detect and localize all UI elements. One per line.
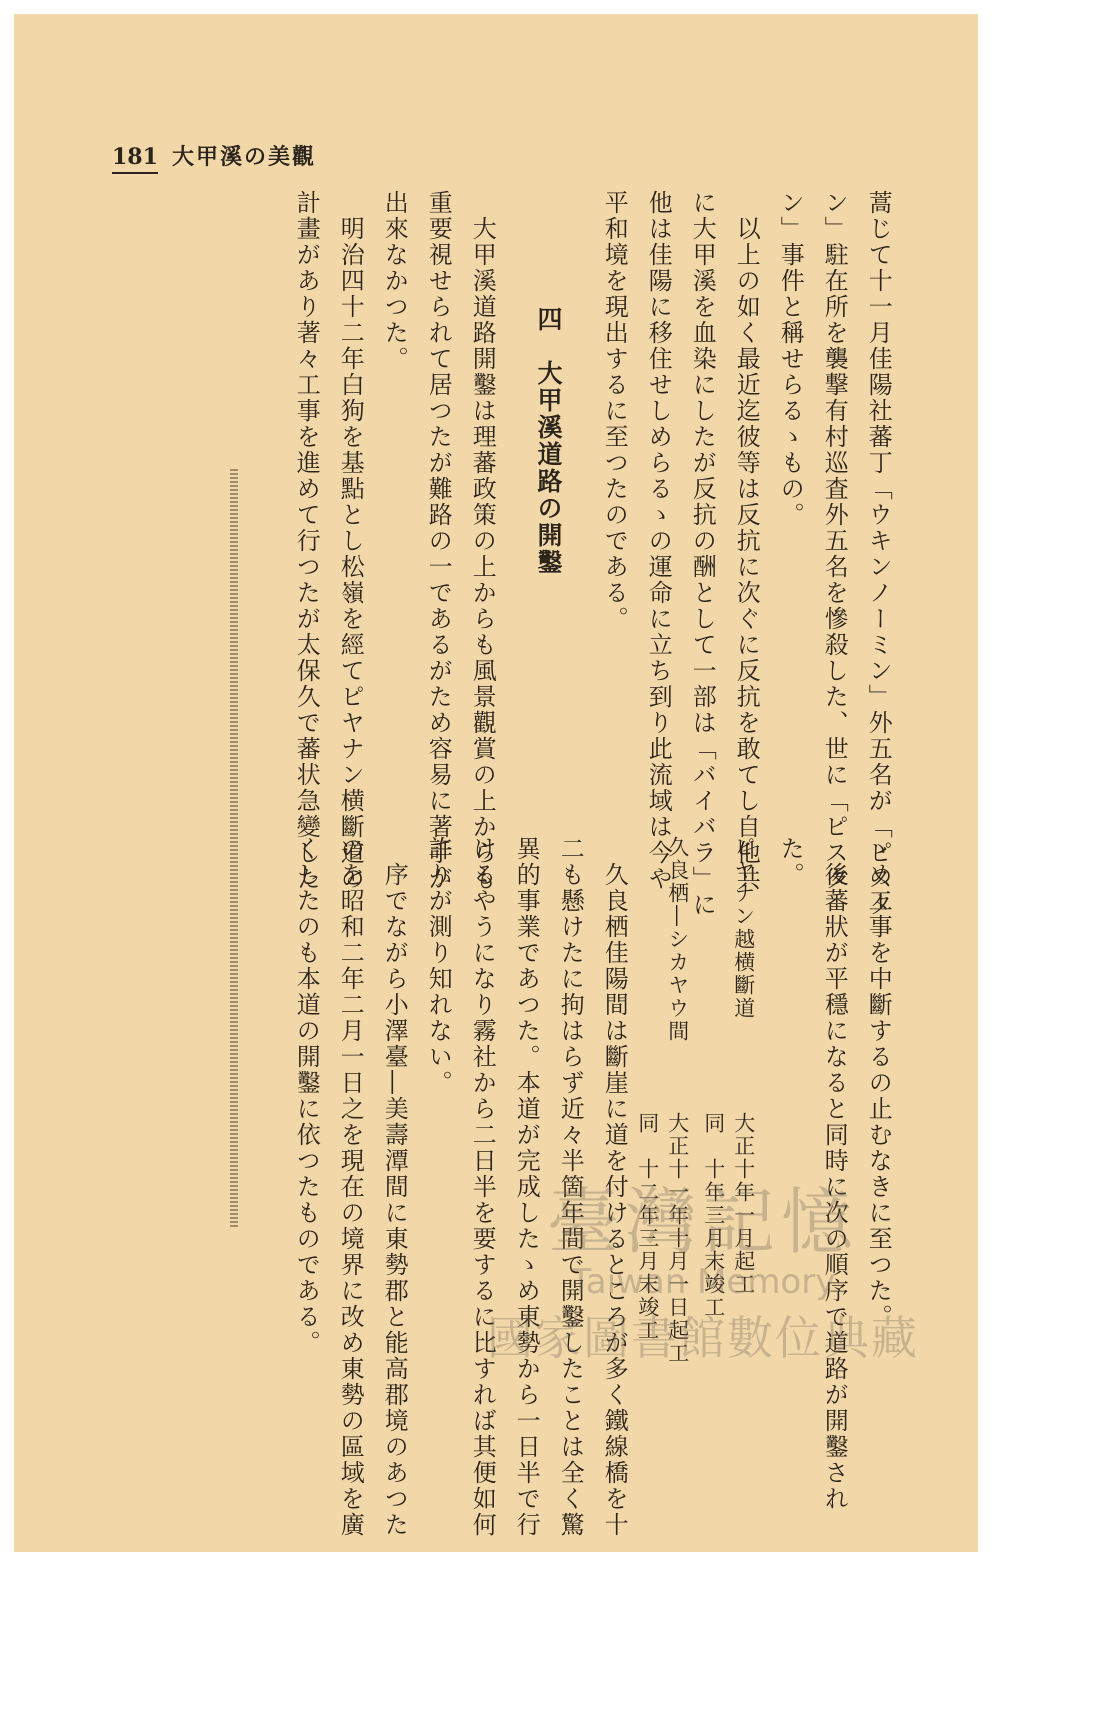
upper-col-12: 重要視せられて居つたが難路の一であるがため容易に著手が — [424, 190, 453, 892]
lower-col-10: 異的事業であつた。本道が完成したゝめ東勢から一日半で行 — [512, 836, 541, 1538]
upper-col-2: ン」駐在所を襲撃有村巡査外五名を慘殺した、世に「ピスタ — [820, 190, 849, 892]
lower-col-15: くしたのも本道の開鑿に依つたものである。 — [292, 836, 321, 1356]
lower-col-12: 許りが測り知れない。 — [424, 836, 453, 1096]
upper-col-13: 出來なかつた。 — [380, 190, 409, 372]
upper-col-3: ン」事件と稱せらるゝもの。 — [776, 190, 805, 528]
upper-col-7: 平和境を現出するに至つたのである。 — [600, 190, 629, 632]
upper-col-14: 明治四十二年白狗を基點とし松嶺を經てピヤナン横斷道の — [336, 190, 365, 892]
lower-col-6: 久良栖―シカヤウ間 大正十一年十月一日起工 — [665, 836, 690, 1365]
running-title: 大甲溪の美觀 — [171, 144, 316, 170]
upper-col-5: に大甲溪を血染にしたが反抗の酬として一部は「バイバラ」に — [688, 190, 717, 918]
lower-col-11: けるやうになり霧社から二日半を要するに比すれば其便如何 — [468, 836, 497, 1538]
lower-col-4: ピヤナン越横斷道 大正十年一月起工 — [731, 836, 756, 1296]
lower-col-9: 二も懸けたに拘はらず近々半箇年間で開鑿したことは全く驚 — [556, 836, 585, 1538]
lower-col-13: 序でながら小澤臺―美壽潭間に東勢郡と能高郡境のあつた — [380, 836, 409, 1538]
library-watermark — [468, 1164, 938, 1424]
lower-col-2: 後蕃狀が平穩になると同時に次の順序で道路が開鑿され — [820, 836, 849, 1512]
watermark-cjk: 臺灣記憶 — [546, 1180, 859, 1264]
watermark-library: 國家圖書館數位典藏 — [487, 1311, 919, 1365]
lower-col-14: のを昭和二年二月一日之を現在の境界に改め東勢の區域を廣 — [336, 836, 365, 1538]
book-page — [14, 14, 978, 1552]
section-heading: 四 大甲溪道路の開鑿 — [534, 306, 563, 576]
lower-col-1: ゝめ工事を中斷するの止むなきに至つた。 — [864, 836, 893, 1330]
page-number: 181 — [112, 144, 158, 174]
wavy-margin-line — [230, 469, 238, 1229]
upper-col-6: 他は佳陽に移住せしめらるゝの運命に立ち到り此流域は今や — [644, 190, 673, 892]
upper-col-15: 計畫があり著々工事を進めて行つたが太保久で蕃状急變した — [292, 190, 321, 892]
upper-col-1: 蒿じて十一月佳陽社蕃丁「ウキンノーミン」外五名が「ピスタ — [864, 190, 893, 918]
lower-col-3: た。 — [776, 836, 805, 888]
lower-col-7: 同 十二年三月末竣工 — [635, 836, 660, 1342]
upper-col-4: 以上の如く最近迄彼等は反抗に次ぐに反抗を敢てし自他共 — [732, 190, 761, 892]
lower-col-5: 同 十年三月末竣工 — [701, 836, 726, 1319]
lower-col-8: 久良栖佳陽間は斷崖に道を付けるところが多く鐵線橋を十 — [600, 836, 629, 1538]
page-header — [112, 140, 316, 180]
upper-col-11: 大甲溪道路開鑿は理蕃政策の上からも風景觀賞の上からも — [468, 190, 497, 892]
watermark-english: Taiwan Memory — [570, 1262, 836, 1302]
